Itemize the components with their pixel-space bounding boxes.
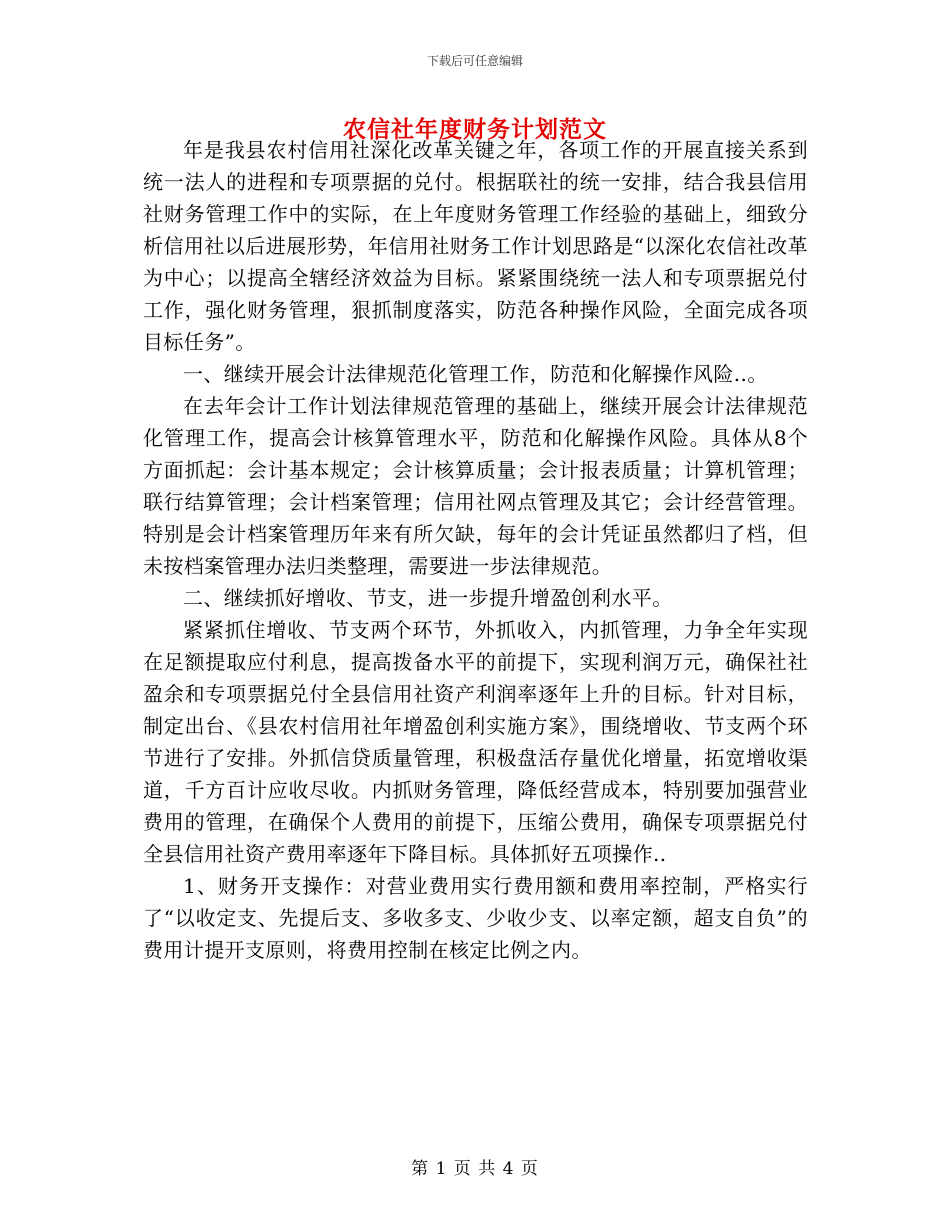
section-heading-2: 二、继续抓好增收、节支，进一步提升增盈创利水平。 (183, 586, 673, 610)
page-footer: 第 1 页 共 4 页 (411, 1159, 539, 1179)
paragraph-section-1: 在去年会计工作计划法律规范管理的基础上，继续开展会计法律规范化管理工作，提高会计核算管理水平，防范和化解操作风险。具体从8个方面抓起：会计基本规定；会计核算质量；会计报表质量；计算机管理；联行结算管理；会计档案管理；信用社网点管理及其它；会计经营管理。特别是会计档案管理历年来有所欠缺，每年的会计凭证虽然都归了档，但未按档案管理办法归类整理，需要进一步法律规范。 (143, 394, 808, 578)
paragraph-section-2: 紧紧抓住增收、节支两个环节，外抓收入，内抓管理，力争全年实现在足额提取应付利息，提高拨备水平的前提下，实现利润万元，确保社社盈余和专项票据兑付全县信用社资产利润率逐年上升的目标。针对目标，制定出台、《县农村信用社年增盈创利实施方案》，围绕增收、节支两个环节进行了安排。外抓信贷质量管理，积极盘活存量优化增量，拓宽增收渠道，千方百计应收尽收。内抓财务管理，降低经营成本，特别要加强营业费用的管理，在确保个人费用的前提下，压缩公费用，确保专项票据兑付全县信用社资产费用率逐年下降目标。具体抓好五项操作.. (143, 618, 808, 866)
paragraph-intro: 年是我县农村信用社深化改革关键之年，各项工作的开展直接关系到统一法人的进程和专项票据的兑付。根据联社的统一安排，结合我县信用社财务管理工作中的实际，在上年度财务管理工作经验的基础上，细致分析信用社以后进展形势，年信用社财务工作计划思路是“以深化农信社改革为中心；以提高全辖经济效益为目标。紧紧围绕统一法人和专项票据兑付工作，强化财务管理，狠抓制度落实，防范各种操作风险，全面完成各项目标任务”。 (143, 138, 808, 354)
document-title: 农信社年度财务计划范文 (343, 116, 607, 143)
page-header: 下载后可任意编辑 (426, 54, 523, 68)
document-body (143, 134, 808, 966)
section-heading-1: 一、继续开展会计法律规范化管理工作，防范和化解操作风险..。 (183, 362, 768, 386)
paragraph-item-1: 1、财务开支操作：对营业费用实行费用额和费用率控制，严格实行了“以收定支、先提后支、多收多支、少收少支、以率定额，超支自负”的费用计提开支原则，将费用控制在核定比例之内。 (143, 874, 808, 962)
